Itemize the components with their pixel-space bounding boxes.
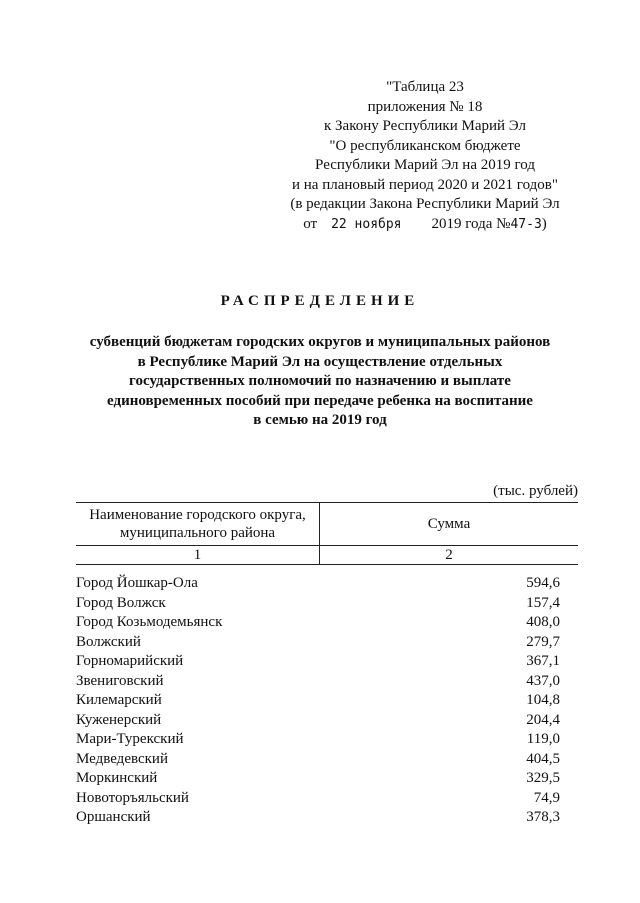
district-name: Мари-Турекский [76,731,184,747]
header-line: (в редакции Закона Республики Марий Эл [290,196,560,212]
table-row [76,594,560,614]
district-amount: 378,3 [526,809,560,825]
table-row [76,633,560,653]
table-row [76,750,560,770]
header-line: "О республиканском бюджете [329,137,521,154]
header-line: и на плановый период 2020 и 2021 годов" [292,176,558,193]
district-amount: 408,0 [526,614,560,630]
table-header [76,502,578,565]
amendment-line [270,215,580,235]
district-name: Волжский [76,633,141,650]
amendment-date: 22 ноября [331,216,402,232]
document-header [270,78,580,234]
table-body [76,574,560,828]
district-name: Город Волжск [76,594,166,611]
district-amount: 594,6 [526,575,560,591]
table-row [76,574,560,594]
subtitle-line: субвенций бюджетам городских округов и муниципальных районов [89,334,551,350]
district-name: Моркинский [76,770,158,786]
district-amount: 74,9 [533,789,560,806]
column-header-name [76,503,320,546]
amendment-year: 2019 года № [431,215,511,232]
amendment-number: 47-З [510,216,542,232]
district-name: Город Йошкар-Ола [76,575,198,591]
district-name: Горномарийский [76,653,184,669]
header-row [76,503,578,546]
district-amount: 329,5 [526,770,560,786]
table-row [76,613,560,633]
table-row [76,789,560,809]
table-row [76,691,560,711]
table-row [76,711,560,731]
subtitle-line: государственных полномочий по назначению и выплате [129,373,511,389]
column-header-name-line2: муниципального района [119,525,276,541]
table-row [76,730,560,750]
district-amount: 279,7 [526,633,560,650]
column-header-amount: Сумма [320,503,579,546]
document-subtitle [60,333,580,431]
district-name: Куженерский [76,711,162,728]
district-amount: 437,0 [526,672,560,689]
column-number-1: 1 [76,546,320,565]
district-amount: 104,8 [526,692,560,708]
header-line: "Таблица 23 [386,79,464,95]
header-line: приложения № 18 [367,98,483,115]
district-name: Город Козьмодемьянск [76,614,223,630]
district-name: Звениговский [76,672,164,689]
district-name: Медведевский [76,750,168,767]
document-title: РАСПРЕДЕЛЕНИЕ [220,293,420,309]
subtitle-line: в семью на 2019 год [253,412,387,428]
header-line: Республики Марий Эл на 2019 год [315,157,535,173]
column-number-2: 2 [320,546,579,565]
amendment-prefix: от [303,215,318,232]
district-amount: 404,5 [526,750,560,767]
district-name: Новоторъяльский [76,789,189,806]
district-amount: 119,0 [526,731,560,747]
district-name: Оршанский [76,809,151,825]
header-line: к Закону Республики Марий Эл [323,118,526,134]
table-row [76,808,560,828]
column-number-row [76,546,578,565]
district-amount: 367,1 [526,653,560,669]
table-row [76,769,560,789]
column-header-name-line1: Наименование городского округа, [89,507,306,523]
subtitle-line: единовременных пособий при передаче ребенка на воспитание [107,392,533,409]
subtitle-line: в Республике Марий Эл на осуществление отдельных [137,353,503,370]
district-amount: 204,4 [526,711,560,728]
units-label: (тыс. рублей) [493,483,578,499]
district-name: Килемарский [76,692,162,708]
table-row [76,652,560,672]
table-row [76,672,560,692]
amendment-suffix: ) [541,215,547,232]
district-amount: 157,4 [526,594,560,611]
